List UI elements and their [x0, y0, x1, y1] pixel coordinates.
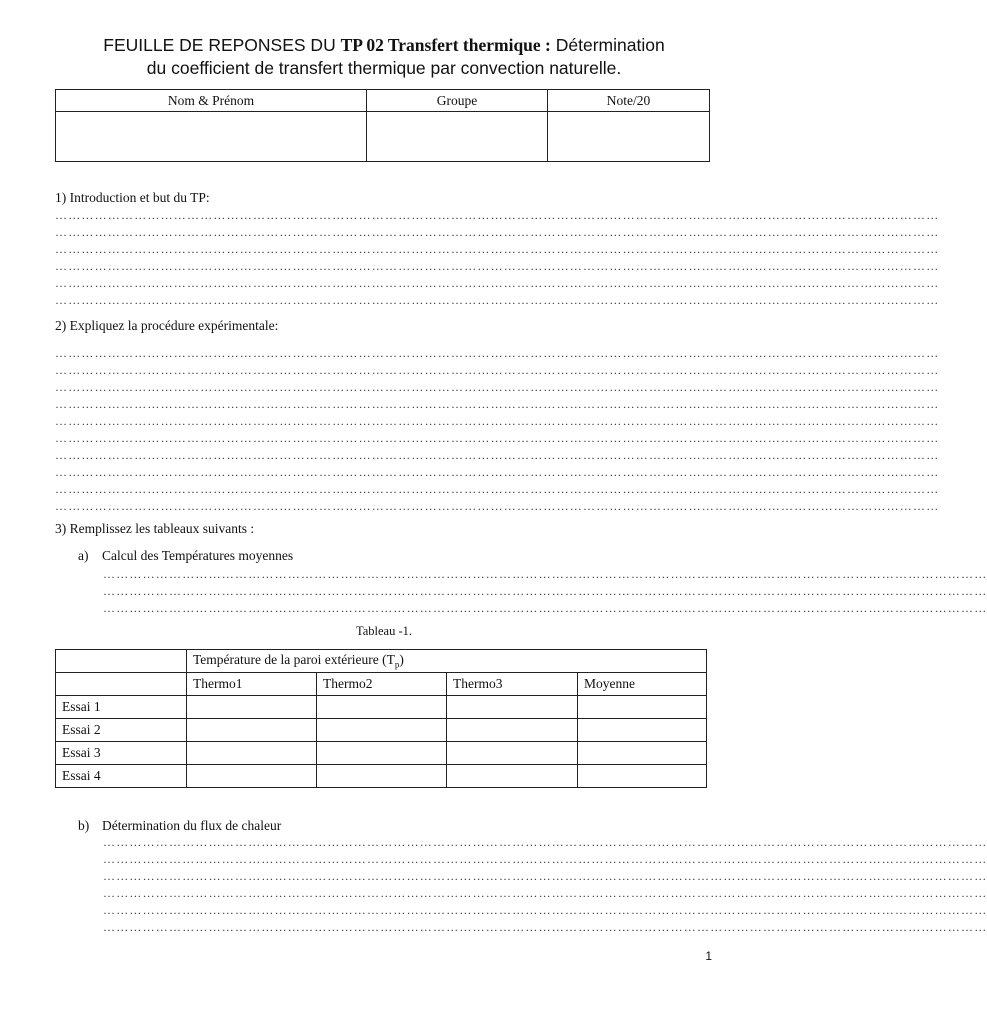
answer-line[interactable]: …………………………………………………………………………………………………………………………………………………………………………………: [55, 293, 940, 307]
subsection-a-text: Calcul des Températures moyennes: [102, 548, 294, 563]
section-2-title: 2) Expliquez la procédure expérimentale:: [55, 318, 279, 333]
answer-line[interactable]: …………………………………………………………………………………………………………………………………………………………………………………: [103, 920, 987, 934]
answer-line[interactable]: …………………………………………………………………………………………………………………………………………………………………………………: [55, 259, 940, 273]
subsection-b-text: Détermination du flux de chaleur: [102, 818, 282, 833]
answer-line[interactable]: …………………………………………………………………………………………………………………………………………………………………………………: [55, 225, 940, 239]
table-cell[interactable]: [317, 742, 447, 765]
column-header: Thermo1: [187, 673, 317, 696]
answer-line[interactable]: …………………………………………………………………………………………………………………………………………………………………………………: [55, 208, 940, 222]
table-row: [56, 742, 707, 765]
answer-line[interactable]: …………………………………………………………………………………………………………………………………………………………………………………: [103, 584, 987, 598]
title-line-1: [40, 34, 728, 57]
subsection-a-label: a): [78, 548, 89, 563]
student-info-table: [55, 89, 710, 162]
table-cell[interactable]: [317, 719, 447, 742]
document-title: [40, 34, 728, 80]
answer-line[interactable]: …………………………………………………………………………………………………………………………………………………………………………………: [55, 414, 940, 428]
name-cell[interactable]: [56, 112, 367, 162]
answer-line[interactable]: …………………………………………………………………………………………………………………………………………………………………………………: [103, 567, 987, 581]
answer-line[interactable]: …………………………………………………………………………………………………………………………………………………………………………………: [55, 499, 940, 513]
table-cell[interactable]: [578, 719, 707, 742]
table-cell[interactable]: [317, 765, 447, 788]
group-header-text: Température de la paroi extérieure (T: [193, 652, 395, 668]
column-header: Moyenne: [578, 673, 707, 696]
table-cell[interactable]: [187, 742, 317, 765]
grade-cell[interactable]: [548, 112, 710, 162]
subsection-a-title: [78, 548, 293, 564]
answer-line[interactable]: …………………………………………………………………………………………………………………………………………………………………………………: [55, 346, 940, 360]
title-part-2: Détermination: [550, 35, 665, 55]
section-3-title: 3) Remplissez les tableaux suivants :: [55, 521, 255, 536]
answer-line[interactable]: …………………………………………………………………………………………………………………………………………………………………………………: [55, 363, 940, 377]
title-part-1: FEUILLE DE REPONSES DU: [103, 35, 341, 55]
table-cell[interactable]: [447, 765, 578, 788]
answer-line[interactable]: …………………………………………………………………………………………………………………………………………………………………………………: [55, 242, 940, 256]
row-label: Essai 1: [56, 696, 187, 719]
table-cell[interactable]: [447, 696, 578, 719]
subsection-b-label: b): [78, 818, 90, 833]
answer-line[interactable]: …………………………………………………………………………………………………………………………………………………………………………………: [55, 276, 940, 290]
group-header: Groupe: [367, 90, 548, 112]
column-header: Thermo3: [447, 673, 578, 696]
temperature-table: [55, 649, 707, 788]
table-caption: Tableau -1.: [355, 624, 413, 638]
table-cell[interactable]: [578, 742, 707, 765]
table-cell[interactable]: [317, 696, 447, 719]
table-cell[interactable]: [187, 719, 317, 742]
row-label: Essai 3: [56, 742, 187, 765]
table-cell[interactable]: [447, 719, 578, 742]
answer-line[interactable]: …………………………………………………………………………………………………………………………………………………………………………………: [55, 397, 940, 411]
table-blank-cell: [56, 673, 187, 696]
answer-line[interactable]: …………………………………………………………………………………………………………………………………………………………………………………: [103, 886, 987, 900]
column-header: Thermo2: [317, 673, 447, 696]
answer-line[interactable]: …………………………………………………………………………………………………………………………………………………………………………………: [55, 448, 940, 462]
answer-line[interactable]: …………………………………………………………………………………………………………………………………………………………………………………: [103, 903, 987, 917]
answer-line[interactable]: …………………………………………………………………………………………………………………………………………………………………………………: [103, 869, 987, 883]
table-row: [56, 696, 707, 719]
table-corner-cell: [56, 650, 187, 673]
row-label: Essai 4: [56, 765, 187, 788]
title-line-2: du coefficient de transfert thermique par convection naturelle.: [146, 58, 622, 78]
group-header-subscript: p: [394, 659, 400, 670]
answer-line[interactable]: …………………………………………………………………………………………………………………………………………………………………………………: [55, 380, 940, 394]
table-group-header: [187, 650, 707, 673]
answer-line[interactable]: …………………………………………………………………………………………………………………………………………………………………………………: [55, 431, 940, 445]
table-cell[interactable]: [447, 742, 578, 765]
title-bold: TP 02 Transfert thermique :: [340, 35, 551, 55]
table-row: [56, 765, 707, 788]
answer-line[interactable]: …………………………………………………………………………………………………………………………………………………………………………………: [55, 465, 940, 479]
table-cell[interactable]: [578, 696, 707, 719]
section-1-title: 1) Introduction et but du TP:: [55, 190, 210, 205]
group-cell[interactable]: [367, 112, 548, 162]
answer-line[interactable]: …………………………………………………………………………………………………………………………………………………………………………………: [103, 601, 987, 615]
name-header: Nom & Prénom: [56, 90, 367, 112]
table-cell[interactable]: [578, 765, 707, 788]
answer-line[interactable]: …………………………………………………………………………………………………………………………………………………………………………………: [55, 482, 940, 496]
table-cell[interactable]: [187, 765, 317, 788]
page-number: 1: [705, 949, 712, 963]
grade-header: Note/20: [548, 90, 710, 112]
table-row: [56, 719, 707, 742]
row-label: Essai 2: [56, 719, 187, 742]
group-header-end: ): [399, 652, 404, 668]
subsection-b-title: [78, 818, 281, 834]
answer-line[interactable]: …………………………………………………………………………………………………………………………………………………………………………………: [103, 852, 987, 866]
answer-line[interactable]: …………………………………………………………………………………………………………………………………………………………………………………: [103, 835, 987, 849]
table-cell[interactable]: [187, 696, 317, 719]
